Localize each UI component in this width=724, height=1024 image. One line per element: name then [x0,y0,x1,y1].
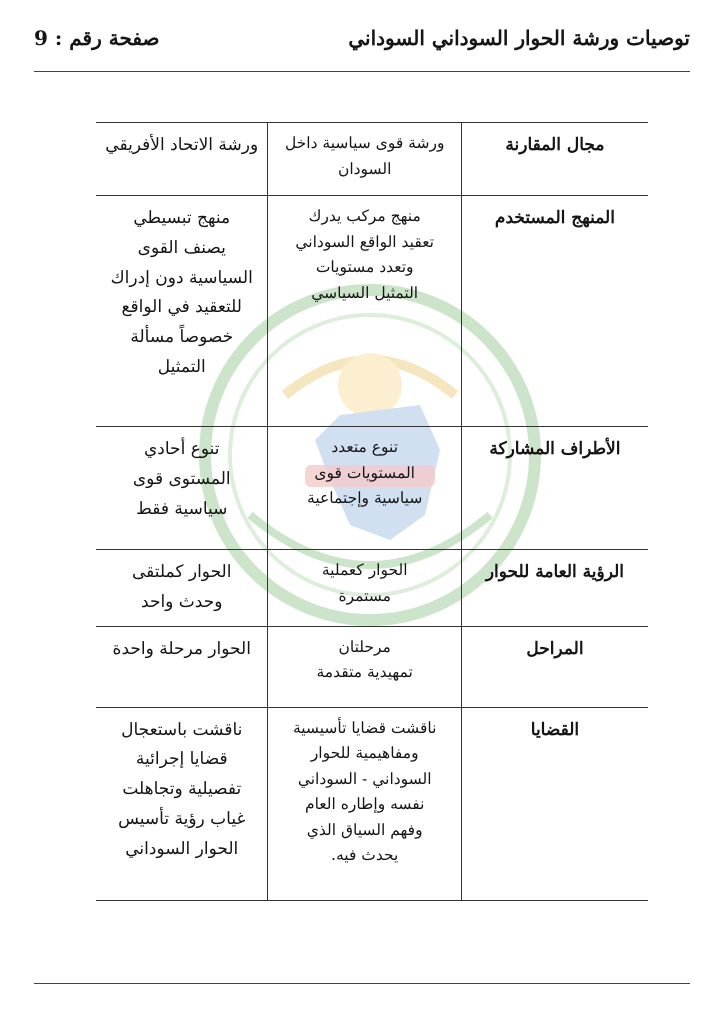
row-au-cell: الحوار مرحلة واحدة [96,626,268,707]
row-inside-cell: ناقشت قضايا تأسيسية ومفاهيمية للحوار السوداني - السوداني نفسه وإطاره العام وفهم السياق الذي يحدث فيه. [268,707,461,900]
row-inside-cell: الحوار كعملية مستمرة [268,550,461,627]
table-row [96,427,648,550]
row-field: القضايا [461,707,648,900]
comparison-table [96,122,648,901]
table-row [96,550,648,627]
row-au-cell: تنوع أحادي المستوى قوى سياسية فقط [96,427,268,550]
row-au-cell: ناقشت باستعجال قضايا إجرائية تفصيلية وتجاهلت غياب رؤية تأسيس الحوار السوداني [96,707,268,900]
table-header-row [96,123,648,196]
row-inside-cell: منهج مركب يدرك تعقيد الواقع السوداني وتعدد مستويات التمثيل السياسي [268,196,461,427]
header-divider [34,71,690,72]
row-inside-cell: تنوع متعدد المستويات قوى سياسية وإجتماعية [268,427,461,550]
header-au-workshop: ورشة الاتحاد الأفريقي [96,123,268,196]
row-field: المنهج المستخدم [461,196,648,427]
table-row [96,707,648,900]
row-au-cell: منهج تبسيطي يصنف القوى السياسية دون إدراك للتعقيد في الواقع خصوصاً مسألة التمثيل [96,196,268,427]
header-field: مجال المقارنة [461,123,648,196]
row-field: الأطراف المشاركة [461,427,648,550]
page-number: صفحة رقم : 9 [34,26,160,50]
header-inside-workshop: ورشة قوى سياسية داخل السودان [268,123,461,196]
table-row [96,626,648,707]
row-field: المراحل [461,626,648,707]
row-inside-cell: مرحلتان تمهيدية متقدمة [268,626,461,707]
table-row [96,196,648,427]
footer-divider [34,983,690,984]
row-au-cell: الحوار كملتقى وحدث واحد [96,550,268,627]
page-header [34,18,690,58]
row-field: الرؤية العامة للحوار [461,550,648,627]
document-title: توصيات ورشة الحوار السوداني السوداني [348,26,690,50]
